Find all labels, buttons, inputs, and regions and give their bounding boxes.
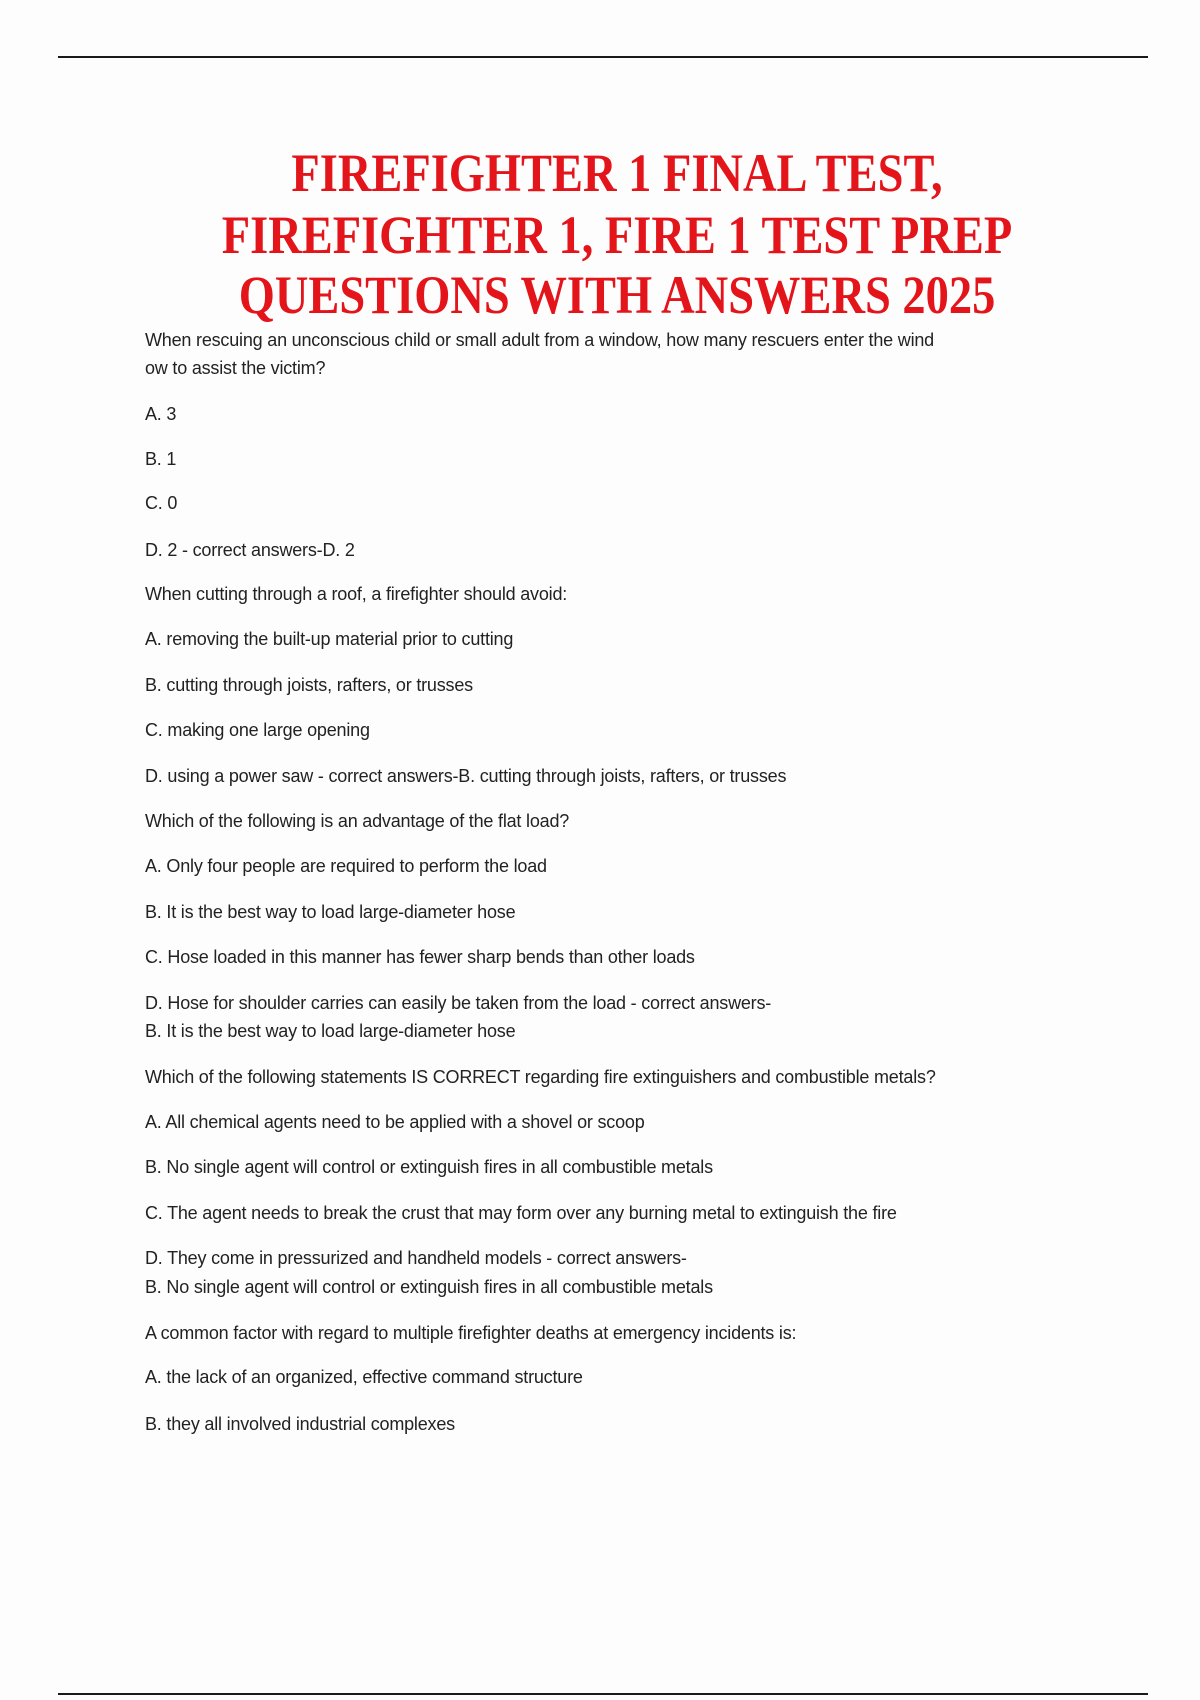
question-text: When cutting through a roof, a firefighter should avoid: (145, 584, 568, 604)
answer-option: C. making one large opening (145, 720, 370, 740)
answer-option: A. removing the built-up material prior to cutting (145, 629, 514, 649)
answer-option-correct: D. using a power saw - correct answers-B. cutting through joists, rafters, or trusses (145, 766, 787, 786)
correct-answer-continuation: B. No single agent will control or extinguish fires in all combustible metals (145, 1277, 713, 1297)
answer-option: A. All chemical agents need to be applied with a shovel or scoop (145, 1112, 645, 1132)
question-text: ow to assist the victim? (145, 358, 326, 378)
question-text: When rescuing an unconscious child or small adult from a window, how many rescuers enter the wind (145, 330, 934, 350)
answer-option: B. No single agent will control or extinguish fires in all combustible metals (145, 1157, 713, 1177)
answer-option: B. they all involved industrial complexes (145, 1414, 455, 1434)
document-title-line-3: QUESTIONS WITH ANSWERS 2025 (238, 265, 996, 325)
question-text: A common factor with regard to multiple firefighter deaths at emergency incidents is: (145, 1323, 797, 1343)
answer-option-correct: D. 2 - correct answers-D. 2 (145, 540, 355, 560)
question-text: Which of the following is an advantage of the flat load? (145, 811, 570, 831)
answer-option: B. It is the best way to load large-diameter hose (145, 902, 516, 922)
answer-option: C. 0 (145, 493, 178, 513)
answer-option: C. The agent needs to break the crust that may form over any burning metal to extinguish the fire (145, 1203, 897, 1223)
document-title-line-2: FIREFIGHTER 1, FIRE 1 TEST PREP (221, 205, 1013, 265)
answer-option: A. Only four people are required to perform the load (145, 856, 547, 876)
answer-option-correct: D. They come in pressurized and handheld models - correct answers- (145, 1248, 687, 1268)
answer-option-correct: D. Hose for shoulder carries can easily be taken from the load - correct answers- (145, 993, 772, 1013)
correct-answer-continuation: B. It is the best way to load large-diameter hose (145, 1021, 516, 1041)
answer-option: B. 1 (145, 449, 177, 469)
answer-option: A. the lack of an organized, effective command structure (145, 1367, 583, 1387)
answer-option: C. Hose loaded in this manner has fewer sharp bends than other loads (145, 947, 695, 967)
header-rule (58, 56, 1148, 58)
question-text: Which of the following statements IS CORRECT regarding fire extinguishers and combustible metals? (145, 1067, 936, 1087)
answer-option: B. cutting through joists, rafters, or trusses (145, 675, 473, 695)
footer-rule (58, 1693, 1148, 1695)
document-title-line-1: FIREFIGHTER 1 FINAL TEST, (291, 143, 943, 203)
answer-option: A. 3 (145, 404, 177, 424)
